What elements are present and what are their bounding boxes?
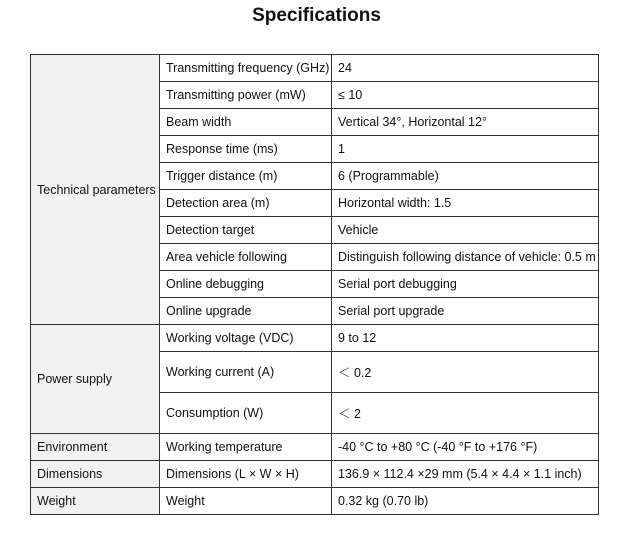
param-name: Online debugging xyxy=(160,271,332,298)
category-power-supply: Power supply xyxy=(31,325,160,434)
category-technical-parameters: Technical parameters xyxy=(31,55,160,325)
table-row xyxy=(31,55,599,82)
param-value: -40 °C to +80 °C (-40 °F to +176 °F) xyxy=(332,434,599,461)
table-row xyxy=(31,488,599,515)
param-name: Weight xyxy=(160,488,332,515)
page-title: Specifications xyxy=(252,5,381,26)
param-value: ＜ 0.2 xyxy=(332,352,599,393)
param-name: Detection target xyxy=(160,217,332,244)
param-name: Online upgrade xyxy=(160,298,332,325)
param-value: 24 xyxy=(332,55,599,82)
param-value: 9 to 12 xyxy=(332,325,599,352)
param-name: Working voltage (VDC) xyxy=(160,325,332,352)
param-name: Beam width xyxy=(160,109,332,136)
specifications-table xyxy=(30,54,599,515)
param-value: ≤ 10 xyxy=(332,82,599,109)
category-environment: Environment xyxy=(31,434,160,461)
param-value: Serial port debugging xyxy=(332,271,599,298)
param-name: Response time (ms) xyxy=(160,136,332,163)
param-name: Area vehicle following xyxy=(160,244,332,271)
table-row xyxy=(31,325,599,352)
param-value: Serial port upgrade xyxy=(332,298,599,325)
param-name: Working current (A) xyxy=(160,352,332,393)
param-name: Transmitting frequency (GHz) xyxy=(160,55,332,82)
param-name: Trigger distance (m) xyxy=(160,163,332,190)
param-value: Distinguish following distance of vehicle: 0.5 m xyxy=(332,244,599,271)
param-value: 1 xyxy=(332,136,599,163)
param-value: 6 (Programmable) xyxy=(332,163,599,190)
param-value: 0.32 kg (0.70 lb) xyxy=(332,488,599,515)
param-name: Dimensions (L × W × H) xyxy=(160,461,332,488)
param-value: Horizontal width: 1.5 xyxy=(332,190,599,217)
param-value: ＜ 2 xyxy=(332,393,599,434)
category-weight: Weight xyxy=(31,488,160,515)
param-name: Transmitting power (mW) xyxy=(160,82,332,109)
param-value: 136.9 × 112.4 ×29 mm (5.4 × 4.4 × 1.1 inch) xyxy=(332,461,599,488)
param-name: Detection area (m) xyxy=(160,190,332,217)
param-value: Vertical 34°, Horizontal 12° xyxy=(332,109,599,136)
category-dimensions: Dimensions xyxy=(31,461,160,488)
param-value: Vehicle xyxy=(332,217,599,244)
param-name: Consumption (W) xyxy=(160,393,332,434)
table-row xyxy=(31,434,599,461)
param-name: Working temperature xyxy=(160,434,332,461)
table-row xyxy=(31,461,599,488)
